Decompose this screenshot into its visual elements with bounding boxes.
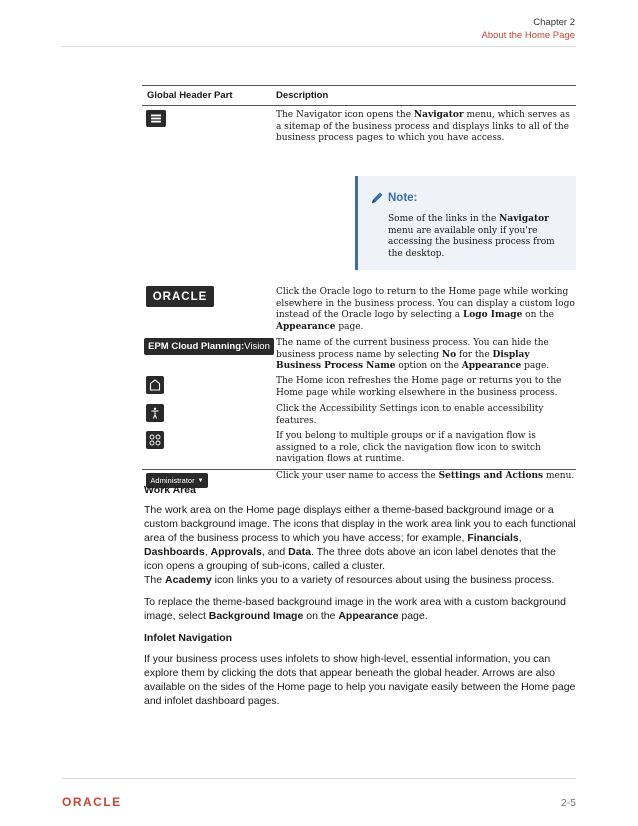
header-divider xyxy=(62,46,576,47)
work-area-paragraph-3: To replace the theme-based background image in the work area with a custom background image, select Background Image on the Appearance page. xyxy=(144,596,566,622)
user-menu-button: Administrator ▼ xyxy=(146,473,208,488)
page-header xyxy=(482,16,575,42)
work-area-paragraph-2: The Academy icon links you to a variety of resources about using the business process. xyxy=(144,574,555,586)
home-description: The Home icon refreshes the Home page or returns you to the Home page while working elsewhere in the business process. xyxy=(276,376,562,398)
accessibility-description: Click the Accessibility Settings icon to enable accessibility features. xyxy=(276,404,544,426)
navigation-flow-description: If you belong to multiple groups or if a navigation flow is assigned to a role, click the navigation flow icon to switch navigation flows at runtime. xyxy=(276,431,541,464)
process-name-description: The name of the current business process. You can hide the business process name by selecting No for the Display Business Process Name option on the Appearance page. xyxy=(276,338,550,371)
global-header-table xyxy=(142,85,576,485)
chapter-title-link[interactable]: About the Home Page xyxy=(481,30,575,41)
navigator-description: The Navigator icon opens the Navigator menu, which serves as a sitemap of the business process and displays links to all of the business process pages to which you have access. xyxy=(276,110,570,143)
column-header-part: Global Header Part xyxy=(147,90,233,101)
caret-down-icon: ▼ xyxy=(197,477,204,484)
table-header-row xyxy=(142,85,576,106)
column-header-description: Description xyxy=(276,90,329,101)
user-description: Click your user name to access the Settings and Actions menu. xyxy=(276,471,575,481)
process-name-badge: EPM Cloud Planning: Vision xyxy=(144,338,274,355)
work-area-paragraph-1: The work area on the Home page displays either a theme-based background image or a custom background image. The icons that display in the work area link you to each functional area of the business process to which you have access; for example, Financials, Dashboards, Approvals, and Data. The three dots above an icon label denotes that the icon opens a grouping of sub-icons, called a cluster. xyxy=(144,504,576,572)
work-area-heading: Work Area xyxy=(144,484,196,496)
navigator-icon xyxy=(146,110,166,132)
chapter-label: Chapter 2 xyxy=(533,17,575,28)
note-box xyxy=(355,176,576,270)
accessibility-icon xyxy=(146,404,164,427)
footer-divider xyxy=(62,778,576,779)
infolet-heading: Infolet Navigation xyxy=(144,632,233,644)
oracle-logo-icon: ORACLE xyxy=(146,286,214,307)
note-text: Some of the links in the Navigator menu are available only if you're accessing the business process from the desktop. xyxy=(388,214,555,259)
infolet-paragraph: If your business process uses infolets to show high-level, essential information, you can explore them by clicking the dots that appear beneath the global header. Arrows are also available on the sides of the Home page to help you navigate easily between the Home page and infolet dashboard pages. xyxy=(144,653,576,707)
table-bottom-rule xyxy=(142,469,576,470)
pencil-icon xyxy=(371,191,384,209)
navigation-flow-icon xyxy=(146,431,164,454)
logo-description: Click the Oracle logo to return to the Home page while working elsewhere in the business process. You can display a custom logo instead of the Oracle logo by selecting a Logo Image on the Appearance page. xyxy=(276,287,575,332)
footer-oracle-logo: ORACLE xyxy=(62,795,122,809)
note-title: Note: xyxy=(388,192,418,204)
page-number: 2-5 xyxy=(560,797,576,809)
home-icon xyxy=(146,376,164,399)
